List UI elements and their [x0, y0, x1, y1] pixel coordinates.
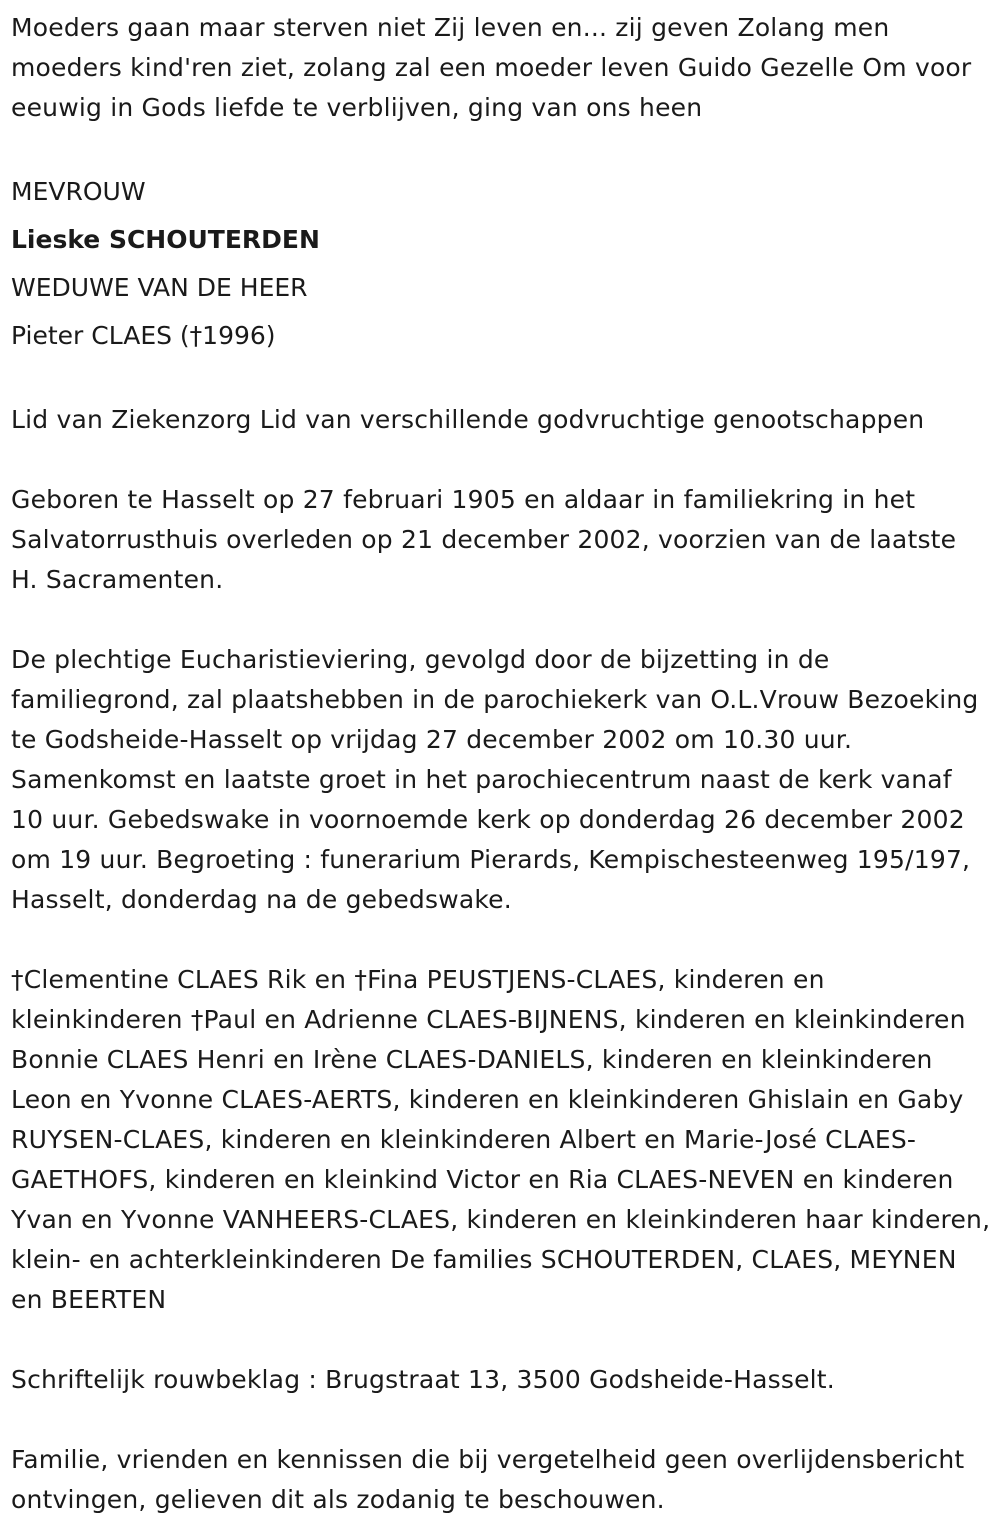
title-line: MEVROUW	[11, 177, 146, 206]
birth-death-text: Geboren te Hasselt op 27 februari 1905 en aldaar in familiekring in het Salvatorrusthuis overleden op 21 december 2002, voorzien van de laatste H. Sacramenten.	[11, 485, 957, 594]
deceased-block	[11, 168, 1000, 360]
memberships-text: Lid van Ziekenzorg Lid van verschillende godvruchtige genootschappen	[11, 405, 925, 434]
family-text: †Clementine CLAES Rik en †Fina PEUSTJENS-CLAES, kinderen en kleinkinderen †Paul en Adrienne CLAES-BIJNENS, kinderen en kleinkinderen Bonnie CLAES Henri en Irène CLAES-DANIELS, kinderen en kleinkinderen Leon en Yvonne CLAES-AERTS, kinderen en kleinkinderen Ghislain en Gaby RUYSEN-CLAES, kinderen en kleinkinderen Albert en Marie-José CLAES-GAETHOFS, kinderen en kleinkind Victor en Ria CLAES-NEVEN en kinderen Yvan en Yvonne VANHEERS-CLAES, kinderen en kleinkinderen haar kinderen, klein- en achterkleinkinderen De families SCHOUTERDEN, CLAES, MEYNEN en BEERTEN	[11, 965, 991, 1314]
deceased-name: Lieske SCHOUTERDEN	[11, 225, 320, 254]
closing-text: Familie, vrienden en kennissen die bij vergetelheid geen overlijdensbericht ontvingen, gelieven dit als zodanig te beschouwen.	[11, 1445, 965, 1514]
intro-text: Moeders gaan maar sterven niet Zij leven en... zij geven Zolang men moeders kind'ren ziet, zolang zal een moeder leven Guido Gezelle Om voor eeuwig in Gods liefde te verblijven, ging van ons heen	[11, 13, 972, 122]
widow-line: WEDUWE VAN DE HEER	[11, 273, 308, 302]
ceremony-text: De plechtige Eucharistieviering, gevolgd door de bijzetting in de familiegrond, zal plaatshebben in de parochiekerk van O.L.Vrouw Bezoeking te Godsheide-Hasselt op vrijdag 27 december 2002 om 10.30 uur. Samenkomst en laatste groet in het parochiecentrum naast de kerk vanaf 10 uur. Gebedswake in voornoemde kerk op donderdag 26 december 2002 om 19 uur. Begroeting : funerarium Pierards, Kempischesteenweg 195/197, Hasselt, donderdag na de gebedswake.	[11, 645, 979, 914]
condolences-text: Schriftelijk rouwbeklag : Brugstraat 13, 3500 Godsheide-Hasselt.	[11, 1365, 835, 1394]
spouse-line: Pieter CLAES (†1996)	[11, 321, 276, 350]
